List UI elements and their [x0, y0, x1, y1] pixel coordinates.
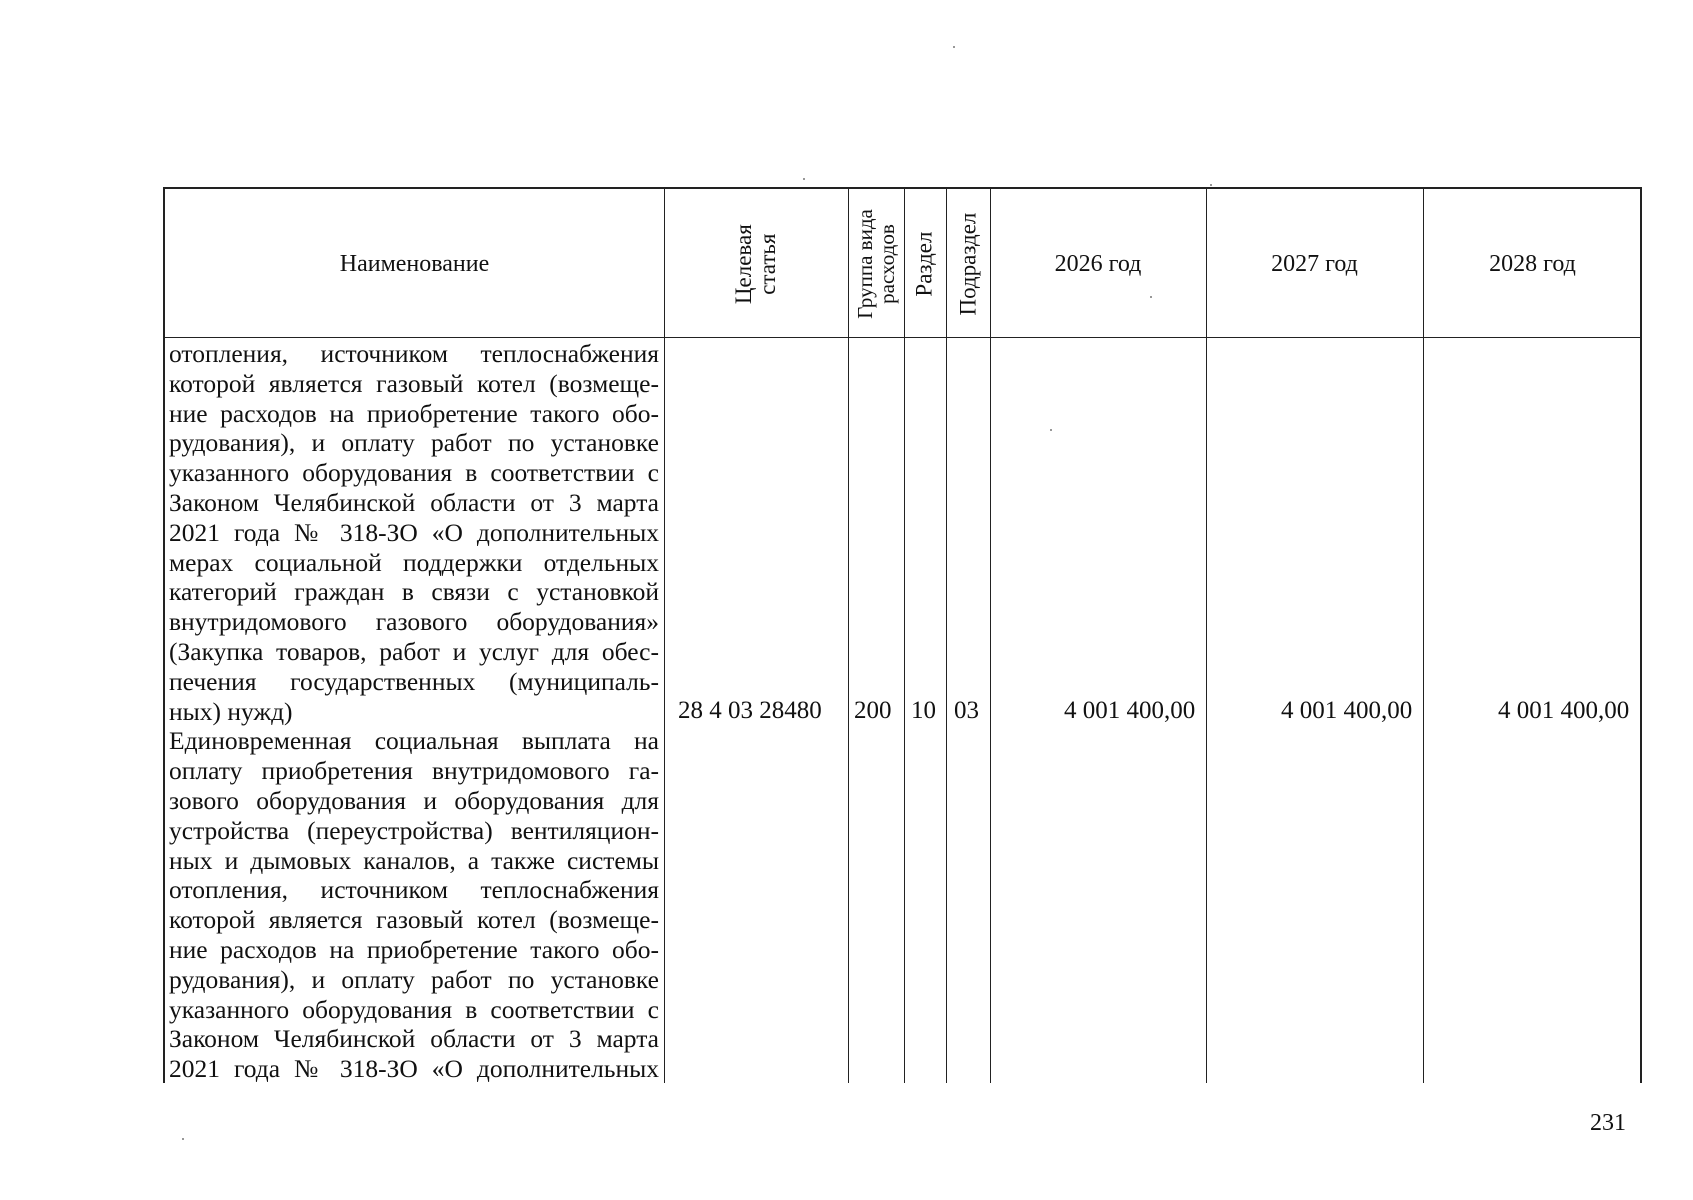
name-text-line: ных) нужд): [169, 696, 293, 726]
row-target-article: 28 4 03 28480: [678, 697, 822, 724]
row-expense-group: 200: [854, 697, 892, 724]
header-year-2026: 2026 год: [1054, 250, 1142, 277]
scan-speck: [182, 1138, 184, 1140]
name-text-line: (Закупка товаров, работ и услуг для обес-: [169, 636, 659, 666]
name-text-line: отопления, источником теплоснабжения: [169, 339, 659, 368]
row-amount-2026: 4 001 400,00: [1064, 697, 1196, 724]
name-text-line: Законом Челябинской области от 3 марта: [169, 1024, 659, 1054]
header-expense-group: [848, 189, 904, 339]
scan-speck: [1210, 184, 1212, 186]
header-subsection: Подраздел: [954, 212, 980, 316]
name-text-line: печения государственных (муниципаль-: [169, 666, 659, 696]
row-name-cell: [169, 339, 659, 1085]
name-text-line: мерах социальной поддержки отдельных: [169, 547, 659, 577]
name-text-line: Единовременная социальная выплата на: [169, 726, 659, 756]
name-text-line: категорий граждан в связи с установкой: [169, 577, 659, 607]
header-expense-group-line1: Группа вида: [852, 209, 877, 319]
header-target-article: [664, 189, 848, 339]
header-target-article-line2: статья: [754, 233, 780, 295]
name-text-line: указанного оборудования в соответствии с: [169, 458, 659, 488]
header-name: Наименование: [339, 250, 490, 277]
name-text-line: оплату приобретения внутридомового га-: [169, 756, 659, 786]
name-text-line: указанного оборудования в соответствии с: [169, 994, 659, 1024]
name-text-line: 2021 года № 318-ЗО «О дополнительных: [169, 1054, 659, 1084]
scan-speck: [953, 46, 955, 48]
name-text-line: ние расходов на приобретение такого обо-: [169, 398, 659, 428]
header-expense-group-line2: расходов: [875, 224, 899, 304]
budget-table: [163, 187, 1642, 1083]
name-text-line: 2021 года № 318-ЗО «О дополнительных: [169, 517, 659, 547]
name-text-line: которой является газовый котел (возмеще-: [169, 368, 659, 398]
row-amount-2028: 4 001 400,00: [1498, 697, 1630, 724]
name-text-line: устройства (переустройства) вентиляцион-: [169, 815, 659, 845]
name-text-line: зового оборудования и оборудования для: [169, 785, 659, 815]
row-subsection: 03: [954, 697, 979, 724]
page-number: 231: [1590, 1110, 1626, 1136]
header-section: Раздел: [911, 231, 937, 297]
name-text-line: рудования), и оплату работ по установке: [169, 964, 659, 994]
header-target-article-line1: Целевая: [730, 224, 756, 304]
name-text-line: отопления, источником теплоснабжения: [169, 875, 659, 905]
name-text-line: которой является газовый котел (возмеще-: [169, 905, 659, 935]
scan-speck: [803, 178, 805, 180]
name-text-line: внутридомового газового оборудования»: [169, 607, 659, 637]
name-text-line: Законом Челябинской области от 3 марта: [169, 487, 659, 517]
name-text-line: рудования), и оплату работ по установке: [169, 428, 659, 458]
header-year-2028: 2028 год: [1489, 250, 1576, 277]
name-text-line: ние расходов на приобретение такого обо-: [169, 934, 659, 964]
header-year-2027: 2027 год: [1271, 250, 1358, 277]
row-amount-2027: 4 001 400,00: [1281, 697, 1413, 724]
name-text-line: ных и дымовых каналов, а также системы: [169, 845, 659, 875]
row-section: 10: [911, 697, 936, 724]
